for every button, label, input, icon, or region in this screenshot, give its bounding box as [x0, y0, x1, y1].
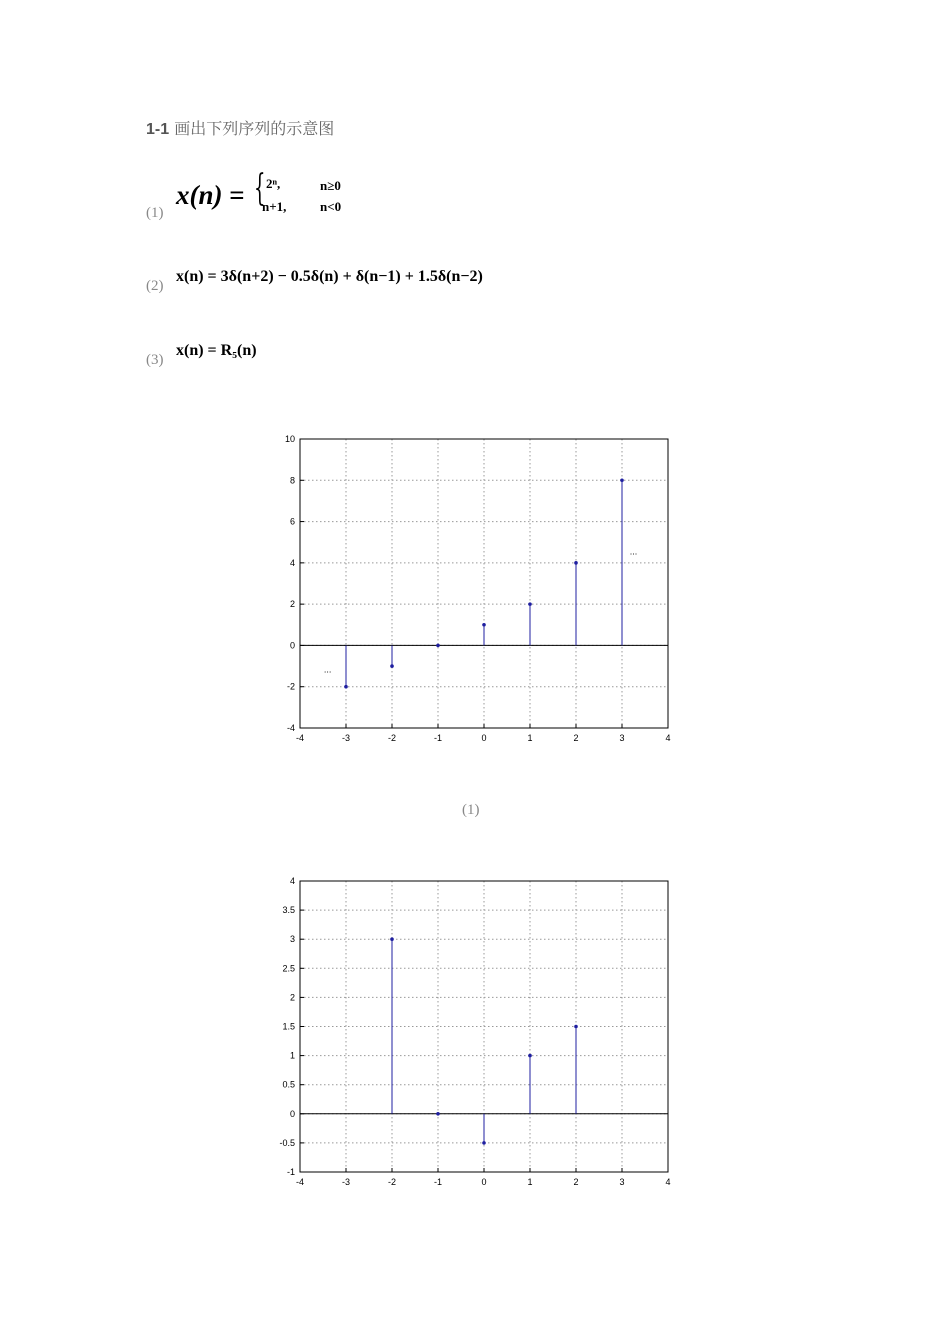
stem-marker	[436, 1112, 440, 1116]
problem-1-label: (1)	[146, 205, 164, 221]
stem-marker	[620, 478, 624, 482]
x-tick-label: -4	[295, 1177, 305, 1187]
y-tick-label: 0.5	[282, 1079, 295, 1090]
y-tick-label: 0	[289, 1108, 295, 1119]
piecewise-brace: {	[254, 168, 266, 209]
y-tick-label: 2	[289, 992, 295, 1003]
problem-1-lhs-text: x(n)	[176, 180, 223, 210]
x-tick-label: -3	[341, 733, 351, 743]
stem-marker	[574, 561, 578, 565]
stem-plot-1	[270, 428, 690, 748]
stem-marker	[528, 1054, 532, 1058]
x-tick-label: 0	[481, 733, 487, 743]
x-tick-label: -3	[341, 1177, 351, 1187]
y-tick-label: 4	[289, 557, 295, 568]
x-tick-label: 2	[573, 733, 579, 743]
continuation-dots: ...	[629, 546, 638, 557]
y-tick-label: 1	[289, 1050, 295, 1061]
y-tick-label: 0	[289, 640, 295, 651]
problem-1-lhs	[176, 180, 245, 211]
x-tick-label: -1	[433, 1177, 443, 1187]
problem-2-label: (2)	[146, 278, 164, 294]
problem-3-label: (3)	[146, 352, 164, 368]
x-tick-label: 1	[527, 1177, 533, 1187]
y-tick-label: -1	[286, 1167, 295, 1177]
y-tick-label: 3.5	[282, 905, 295, 916]
x-tick-label: -1	[433, 733, 443, 743]
y-tick-label: 8	[289, 475, 295, 486]
figure-1-caption: (1)	[462, 802, 480, 818]
stem-marker	[344, 685, 348, 689]
case-1-expr: 2ⁿ,	[266, 176, 281, 191]
stem-marker	[574, 1025, 578, 1029]
x-tick-label: 4	[665, 1177, 671, 1187]
x-tick-label: 4	[665, 733, 671, 743]
problem-3-equation: x(n) = R₅(n)	[176, 342, 257, 359]
stem-marker	[390, 664, 394, 668]
x-tick-label: 1	[527, 733, 533, 743]
y-tick-label: 4	[289, 876, 295, 886]
y-tick-label: 1.5	[282, 1021, 295, 1032]
stem-marker	[482, 1141, 486, 1145]
stem-marker	[436, 644, 440, 648]
stem-marker	[482, 623, 486, 627]
y-tick-label: 3	[289, 934, 295, 945]
stem-marker	[528, 602, 532, 606]
y-tick-label: 2.5	[282, 963, 295, 974]
problem-1-equals: =	[229, 180, 245, 210]
case-2-cond: n<0	[320, 199, 342, 214]
exercise-number: 1-1	[146, 121, 170, 138]
x-tick-label: 3	[619, 1177, 625, 1187]
x-tick-label: -4	[295, 733, 305, 743]
x-tick-label: -2	[387, 733, 397, 743]
y-tick-label: 10	[284, 434, 295, 444]
y-tick-label: -2	[286, 681, 295, 692]
y-tick-label: -4	[286, 723, 295, 733]
case-2-expr: n+1,	[262, 199, 287, 214]
exercise-title: 画出下列序列的示意图	[174, 119, 335, 138]
case-1-cond: n≥0	[320, 178, 341, 193]
problem-2-equation: x(n) = 3δ(n+2) − 0.5δ(n) + δ(n−1) + 1.5δ(n−2)	[176, 268, 483, 285]
continuation-dots: ...	[323, 664, 332, 675]
y-tick-label: 6	[289, 516, 295, 527]
y-tick-label: -0.5	[279, 1137, 295, 1148]
x-tick-label: -2	[387, 1177, 397, 1187]
x-tick-label: 3	[619, 733, 625, 743]
y-tick-label: 2	[289, 599, 295, 610]
x-tick-label: 0	[481, 1177, 487, 1187]
x-tick-label: 2	[573, 1177, 579, 1187]
exercise-heading	[146, 116, 334, 139]
stem-plot-2	[270, 870, 690, 1190]
stem-marker	[390, 937, 394, 941]
